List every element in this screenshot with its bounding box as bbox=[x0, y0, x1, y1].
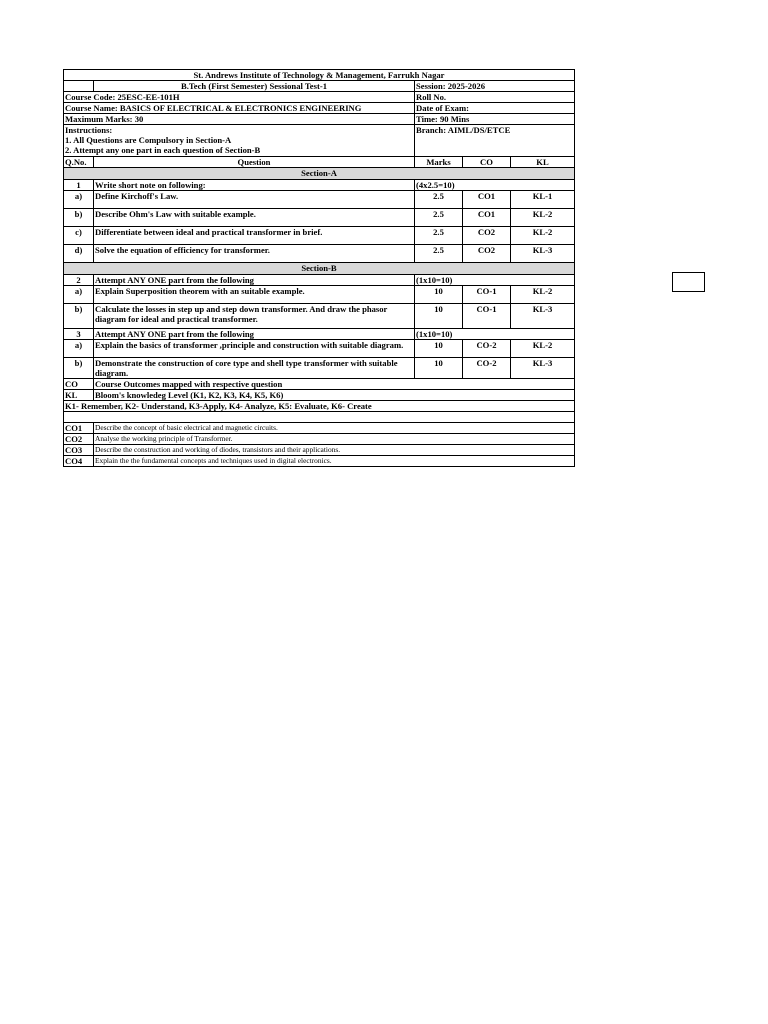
question-number: 1 bbox=[64, 180, 94, 191]
part-label: b) bbox=[64, 304, 94, 329]
col-marks: Marks bbox=[415, 157, 463, 168]
part-marks: 10 bbox=[415, 286, 463, 304]
part-label: d) bbox=[64, 245, 94, 263]
question-row bbox=[64, 329, 575, 340]
part-co: CO1 bbox=[463, 209, 511, 227]
session: Session: 2025-2026 bbox=[415, 81, 575, 92]
part-kl: KL-1 bbox=[511, 191, 575, 209]
co-code: CO1 bbox=[64, 423, 94, 434]
part-marks: 2.5 bbox=[415, 191, 463, 209]
instruction-2: 2. Attempt any one part in each question of Section-B bbox=[65, 145, 261, 155]
col-kl: KL bbox=[511, 157, 575, 168]
exam-title-row bbox=[64, 81, 575, 92]
column-header-row bbox=[64, 157, 575, 168]
legend-co-row bbox=[64, 379, 575, 390]
course-outcome-row bbox=[64, 423, 575, 434]
question-part-row bbox=[64, 340, 575, 358]
course-outcome-row bbox=[64, 456, 575, 467]
part-text: Explain the basics of transformer ,principle and construction with suitable diagram. bbox=[94, 340, 415, 358]
part-kl: KL-3 bbox=[511, 358, 575, 379]
part-marks: 2.5 bbox=[415, 227, 463, 245]
marks-note: (4x2.5=10) bbox=[415, 180, 575, 191]
question-row bbox=[64, 275, 575, 286]
question-part-row bbox=[64, 245, 575, 263]
col-co: CO bbox=[463, 157, 511, 168]
part-marks: 10 bbox=[415, 358, 463, 379]
legend-co-abbr: CO bbox=[64, 379, 94, 390]
max-marks: Maximum Marks: 30 bbox=[64, 114, 415, 125]
part-label: a) bbox=[64, 340, 94, 358]
empty-cell-box bbox=[672, 272, 705, 292]
question-part-row bbox=[64, 304, 575, 329]
max-marks-row bbox=[64, 114, 575, 125]
course-code: Course Code: 25ESC-EE-101H bbox=[64, 92, 415, 103]
co-code: CO4 bbox=[64, 456, 94, 467]
question-part-row bbox=[64, 209, 575, 227]
blank-row bbox=[64, 412, 575, 423]
instruction-1: 1. All Questions are Compulsory in Section-A bbox=[65, 135, 232, 145]
question-part-row bbox=[64, 227, 575, 245]
legend-kl-abbr: KL bbox=[64, 390, 94, 401]
exam-title: B.Tech (First Semester) Sessional Test-1 bbox=[94, 81, 415, 92]
section-a-title: Section-A bbox=[64, 168, 575, 180]
part-kl: KL-2 bbox=[511, 340, 575, 358]
legend-kl-desc: Bloom's knowledeg Level (K1, K2, K3, K4, K5, K6) bbox=[94, 390, 575, 401]
part-marks: 2.5 bbox=[415, 245, 463, 263]
part-co: CO-1 bbox=[463, 286, 511, 304]
legend-kl-row bbox=[64, 390, 575, 401]
co-description: Explain the the fundamental concepts and techniques used in digital electronics. bbox=[94, 456, 575, 467]
part-kl: KL-3 bbox=[511, 304, 575, 329]
part-text: Demonstrate the construction of core type and shell type transformer with suitable diagram. bbox=[94, 358, 415, 379]
part-marks: 10 bbox=[415, 304, 463, 329]
marks-note: (1x10=10) bbox=[415, 275, 575, 286]
institute-row bbox=[64, 70, 575, 81]
section-b-header bbox=[64, 263, 575, 275]
question-text: Attempt ANY ONE part from the following bbox=[94, 329, 415, 340]
part-marks: 2.5 bbox=[415, 209, 463, 227]
part-label: a) bbox=[64, 286, 94, 304]
course-outcome-row bbox=[64, 445, 575, 456]
co-code: CO2 bbox=[64, 434, 94, 445]
part-kl: KL-2 bbox=[511, 227, 575, 245]
branch: Branch: AIML/DS/ETCE bbox=[415, 125, 575, 157]
col-qno: Q.No. bbox=[64, 157, 94, 168]
instructions bbox=[64, 125, 415, 157]
col-question: Question bbox=[94, 157, 415, 168]
date-of-exam: Date of Exam: bbox=[415, 103, 575, 114]
legend-levels-row bbox=[64, 401, 575, 412]
part-kl: KL-3 bbox=[511, 245, 575, 263]
co-description: Analyse the working principle of Transformer. bbox=[94, 434, 575, 445]
question-text: Write short note on following: bbox=[94, 180, 415, 191]
part-co: CO2 bbox=[463, 245, 511, 263]
part-label: b) bbox=[64, 358, 94, 379]
part-co: CO2 bbox=[463, 227, 511, 245]
question-part-row bbox=[64, 286, 575, 304]
part-text: Describe Ohm's Law with suitable example. bbox=[94, 209, 415, 227]
co-description: Describe the concept of basic electrical and magnetic circuits. bbox=[94, 423, 575, 434]
question-number: 2 bbox=[64, 275, 94, 286]
part-label: c) bbox=[64, 227, 94, 245]
roll-no: Roll No. bbox=[415, 92, 575, 103]
part-co: CO1 bbox=[463, 191, 511, 209]
part-co: CO-2 bbox=[463, 358, 511, 379]
instructions-row bbox=[64, 125, 575, 157]
instructions-title: Instructions: bbox=[65, 125, 113, 135]
co-code: CO3 bbox=[64, 445, 94, 456]
part-co: CO-1 bbox=[463, 304, 511, 329]
part-label: a) bbox=[64, 191, 94, 209]
part-kl: KL-2 bbox=[511, 286, 575, 304]
part-label: b) bbox=[64, 209, 94, 227]
part-text: Calculate the losses in step up and step down transformer. And draw the phasor diagram for ideal and practical transformer. bbox=[94, 304, 415, 329]
part-text: Define Kirchoff's Law. bbox=[94, 191, 415, 209]
time: Time: 90 Mins bbox=[415, 114, 575, 125]
part-marks: 10 bbox=[415, 340, 463, 358]
part-text: Explain Superposition theorem with an suitable example. bbox=[94, 286, 415, 304]
legend-levels: K1- Remember, K2- Understand, K3-Apply, K4- Analyze, K5: Evaluate, K6- Create bbox=[64, 401, 575, 412]
marks-note: (1x10=10) bbox=[415, 329, 575, 340]
part-text: Differentiate between ideal and practical transformer in brief. bbox=[94, 227, 415, 245]
course-outcome-row bbox=[64, 434, 575, 445]
course-code-row bbox=[64, 92, 575, 103]
question-paper-table bbox=[63, 69, 575, 467]
part-kl: KL-2 bbox=[511, 209, 575, 227]
course-name: Course Name: BASICS OF ELECTRICAL & ELECTRONICS ENGINEERING bbox=[64, 103, 415, 114]
question-number: 3 bbox=[64, 329, 94, 340]
section-b-title: Section-B bbox=[64, 263, 575, 275]
co-description: Describe the construction and working of diodes, transistors and their applications. bbox=[94, 445, 575, 456]
question-part-row bbox=[64, 191, 575, 209]
course-name-row bbox=[64, 103, 575, 114]
section-a-header bbox=[64, 168, 575, 180]
question-row bbox=[64, 180, 575, 191]
institute-name: St. Andrews Institute of Technology & Management, Farrukh Nagar bbox=[64, 70, 575, 81]
question-part-row bbox=[64, 358, 575, 379]
legend-co-desc: Course Outcomes mapped with respective question bbox=[94, 379, 575, 390]
part-text: Solve the equation of efficiency for transformer. bbox=[94, 245, 415, 263]
part-co: CO-2 bbox=[463, 340, 511, 358]
question-text: Attempt ANY ONE part from the following bbox=[94, 275, 415, 286]
